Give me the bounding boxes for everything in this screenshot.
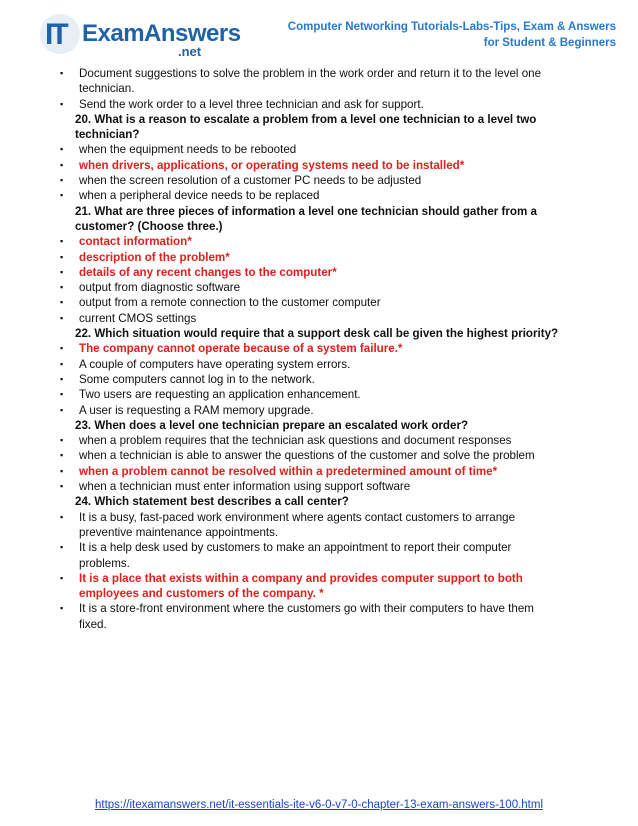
- answer-item: ▪ when a technician must enter information using support software: [60, 479, 560, 494]
- question-text: 22. Which situation would require that a support desk call be given the highest priority?: [75, 327, 559, 341]
- correct-answer-item: ▪ description of the problem*: [60, 250, 560, 265]
- tagline-line-2: for Student & Beginners: [483, 37, 616, 49]
- answer-item: ▪ It is a store-front environment where the customers go with their computers to have them fixed.: [60, 601, 560, 632]
- logo-name: ExamAnswers: [82, 20, 241, 47]
- header-tagline: [286, 19, 616, 51]
- document-body: [60, 66, 560, 632]
- correct-answer-item: ▪ details of any recent changes to the computer*: [60, 265, 560, 280]
- correct-answer-item: ▪ The company cannot operate because of a system failure.*: [60, 341, 560, 356]
- answer-item: ▪ when a peripheral device needs to be replaced: [60, 188, 560, 203]
- answer-item: ▪ output from diagnostic software: [60, 280, 560, 295]
- question-text: 23. When does a level one technician prepare an escalated work order?: [75, 418, 469, 432]
- answer-item: ▪ A user is requesting a RAM memory upgrade.: [60, 403, 560, 418]
- question-text: 24. Which statement best describes a call center?: [75, 495, 349, 509]
- answer-item: ▪ Two users are requesting an application enhancement.: [60, 387, 560, 402]
- logo-prefix: IT: [45, 18, 66, 51]
- answer-item: ▪ It is a help desk used by customers to make an appointment to report their computer problems.: [60, 540, 560, 571]
- answer-item: ▪ Document suggestions to solve the problem in the work order and return it to the level one technician.: [60, 66, 560, 97]
- answer-item: ▪ current CMOS settings: [60, 311, 560, 326]
- logo-badge: [40, 14, 80, 54]
- answer-item: ▪ when the equipment needs to be rebooted: [60, 142, 560, 157]
- answer-item: ▪ A couple of computers have operating system errors.: [60, 357, 560, 372]
- answer-item: ▪ when the screen resolution of a customer PC needs to be adjusted: [60, 173, 560, 188]
- logo-suffix: .net: [178, 44, 202, 59]
- correct-answer-item: ▪ It is a place that exists within a company and provides computer support to both employees and customers of the company. *: [60, 571, 560, 602]
- correct-answer-item: ▪ when a problem cannot be resolved within a predetermined amount of time*: [60, 464, 560, 479]
- site-logo[interactable]: [40, 14, 241, 59]
- correct-answer-item: ▪ when drivers, applications, or operating systems need to be installed*: [60, 158, 560, 173]
- correct-answer-item: ▪ contact information*: [60, 234, 560, 249]
- answer-item: ▪ when a problem requires that the technician ask questions and document responses: [60, 433, 560, 448]
- answer-item: ▪ when a technician is able to answer the questions of the customer and solve the problem: [60, 448, 560, 463]
- answer-item: ▪ Some computers cannot log in to the network.: [60, 372, 560, 387]
- footer-url-link[interactable]: https://itexamanswers.net/it-essentials-ite-v6-0-v7-0-chapter-13-exam-answers-100.html: [94, 799, 544, 811]
- tagline-line-1: Computer Networking Tutorials-Labs-Tips, Exam & Answers: [287, 21, 616, 33]
- answer-item: ▪ output from a remote connection to the customer computer: [60, 295, 560, 310]
- answer-item: ▪ It is a busy, fast-paced work environment where agents contact customers to arrange preventive maintenance appointments.: [60, 510, 560, 541]
- question-text: 21. What are three pieces of information a level one technician should gather from a customer? (Choose three.): [75, 204, 537, 233]
- answer-item: ▪ Send the work order to a level three technician and ask for support.: [60, 97, 560, 112]
- question-text: 20. What is a reason to escalate a problem from a level one technician to a level two technician?: [75, 112, 537, 142]
